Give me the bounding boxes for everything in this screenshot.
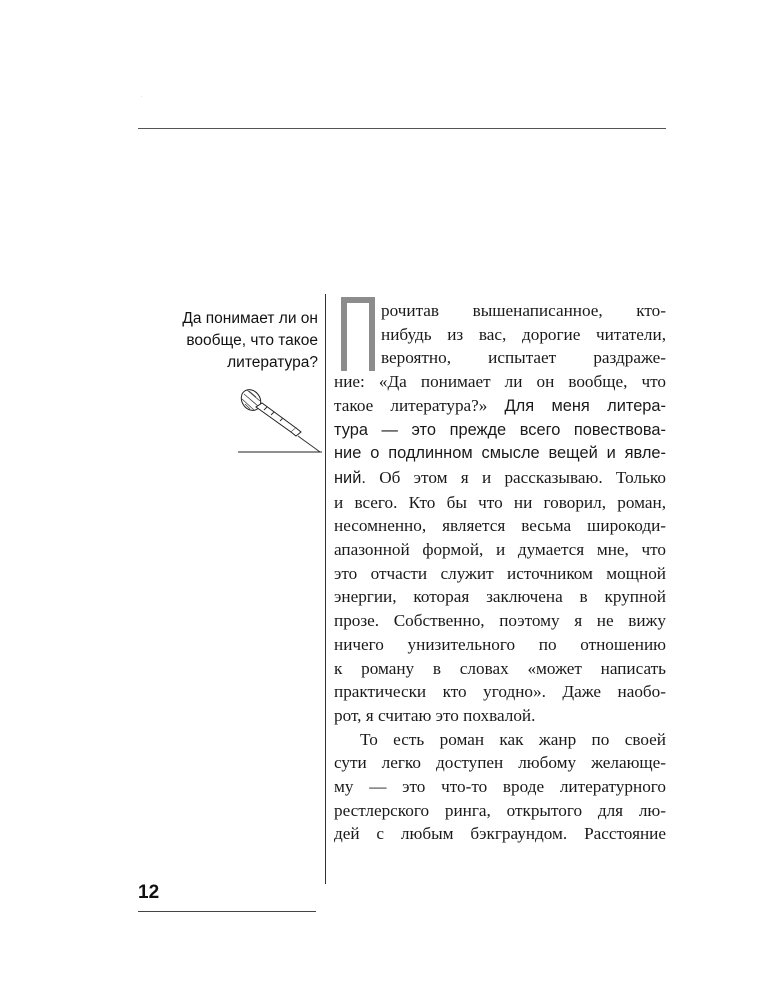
highlight-text: ний. bbox=[334, 468, 366, 487]
text-line: вероятно, испытает раздраже- bbox=[381, 348, 666, 368]
text-line: рочитав вышенаписанное, кто- bbox=[381, 301, 666, 320]
drop-cap-letter: П bbox=[141, 97, 142, 98]
highlight-text: тура — это прежде всего повествова- bbox=[334, 420, 666, 439]
text-line: сути легко доступен любому желающе- bbox=[334, 753, 666, 773]
text-line: му — это что-то вроде литературного bbox=[334, 777, 666, 797]
text-line bbox=[334, 394, 666, 419]
bottom-rule bbox=[138, 911, 316, 912]
column-divider bbox=[325, 294, 326, 884]
page-number: 12 bbox=[138, 882, 160, 903]
sidebar-quote-line: вообще, что такое bbox=[186, 332, 318, 349]
text-line: несомненно, является весьма широкоди- bbox=[334, 516, 666, 536]
text-run: Об этом я и рассказываю. Только bbox=[365, 467, 666, 487]
text-line: прозе. Собственно, поэтому я не вижу bbox=[334, 611, 666, 631]
text-line: дей с любым бэкграундом. Расстояние bbox=[334, 824, 666, 844]
top-rule bbox=[138, 128, 666, 129]
sidebar-quote-line: литература? bbox=[227, 354, 318, 371]
text-line: энергии, которая заключена в крупной bbox=[334, 587, 666, 607]
text-line: ничего унизительного по отношению bbox=[334, 634, 666, 654]
text-run: такое литература?» bbox=[334, 395, 505, 415]
text-line bbox=[334, 466, 666, 491]
text-line: практически кто угодно». Даже наобо- bbox=[334, 682, 666, 702]
sidebar-quote-line: Да понимает ли он bbox=[182, 310, 318, 327]
text-line: апазонной формой, и думается мне, что bbox=[334, 540, 666, 560]
main-text bbox=[334, 299, 666, 846]
microphone-icon bbox=[236, 386, 322, 456]
text-line: рестлерского ринга, открытого для лю- bbox=[334, 800, 666, 820]
highlight-text: ние о подлинном смысле вещей и явле- bbox=[334, 444, 666, 463]
text-line: к роману в словах «может написать bbox=[334, 658, 666, 678]
text-line: То есть роман как жанр по своей bbox=[360, 729, 666, 749]
sidebar-quote bbox=[150, 308, 318, 374]
highlight-text: Для меня литера- bbox=[504, 396, 666, 415]
text-line: нибудь из вас, дорогие читатели, bbox=[381, 324, 666, 344]
text-line: и всего. Кто бы что ни говорил, роман, bbox=[334, 492, 666, 512]
text-line: ние: «Да понимает ли он вообще, что bbox=[334, 372, 666, 392]
text-line: это отчасти служит источником мощной bbox=[334, 563, 666, 583]
text-line: рот, я считаю это похвалой. bbox=[334, 705, 536, 725]
